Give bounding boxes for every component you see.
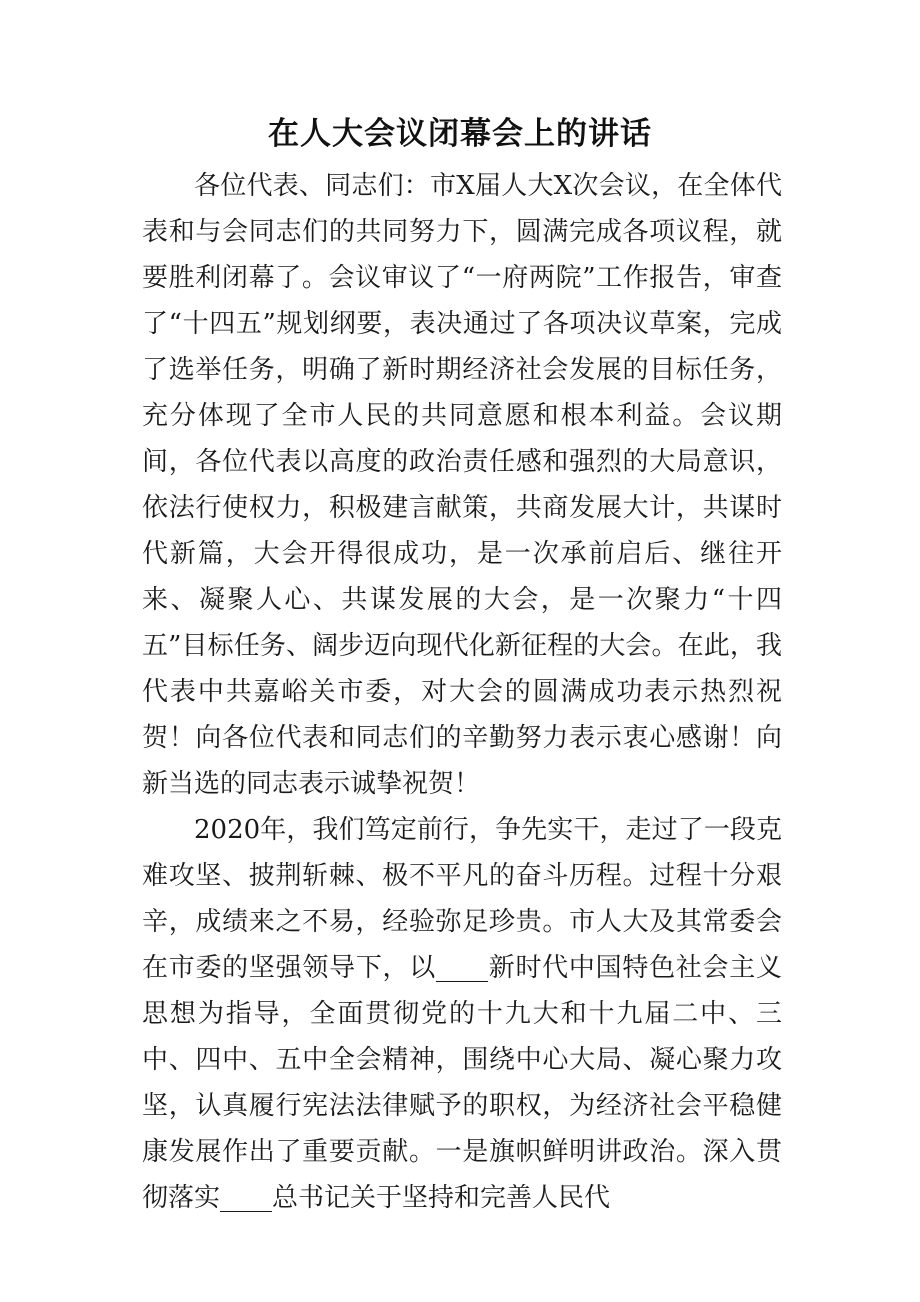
paragraph-1: 各位代表、同志们：市X届人大X次会议，在全体代表和与会同志们的共同努力下，圆满完成各项议程，就要胜利闭幕了。会议审议了“一府两院”工作报告，审查了“十四五”规划纲要，表决通过了各项决议草案，完成了选举任务，明确了新时期经济社会发展的目标任务，充分体现了全市人民的共同意愿和根本利益。会议期间，各位代表以高度的政治责任感和强烈的大局意识，依法行使权力，积极建言献策，共商发展大计，共谋时代新篇，大会开得很成功，是一次承前启后、继往开来、凝聚人心、共谋发展的大会，是一次聚力“十四五”目标任务、阔步迈向现代化新征程的大会。在此，我代表中共嘉峪关市委，对大会的圆满成功表示热烈祝贺！向各位代表和同志们的辛勤努力表示衷心感谢！向新当选的同志表示诚挚祝贺！ <box>142 171 782 799</box>
document-title: 在人大会议闭幕会上的讲话 <box>268 116 652 152</box>
paragraph-2: 2020年，我们笃定前行，争先实干，走过了一段克难攻坚、披荆斩棘、极不平凡的奋斗历程。过程十分艰辛，成绩来之不易，经验弥足珍贵。市人大及其常委会在市委的坚强领导下，以____新时代中国特色社会主义思想为指导，全面贯彻党的十九大和十九届二中、三中、四中、五中全会精神，围绕中心大局、凝心聚力攻坚，认真履行宪法法律赋予的职权，为经济社会平稳健康发展作出了重要贡献。一是旗帜鲜明讲政治。深入贯彻落实____总书记关于坚持和完善人民代 <box>142 815 782 1213</box>
document-body <box>142 163 782 1221</box>
